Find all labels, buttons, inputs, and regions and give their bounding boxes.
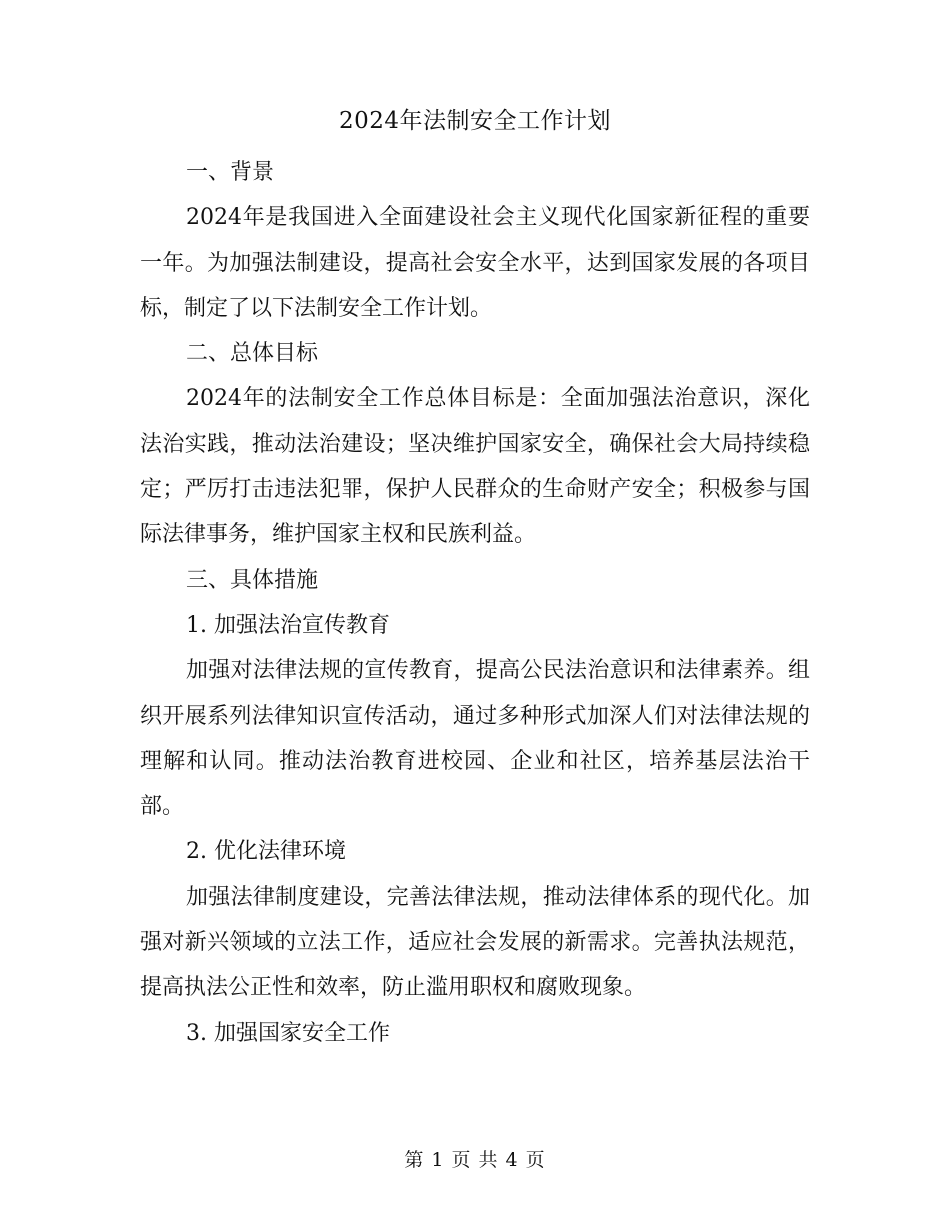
paragraph-overall-goals: 2024年的法制安全工作总体目标是：全面加强法治意识，深化法治实践，推动法治建设；坚决维护国家安全，确保社会大局持续稳定；严厉打击违法犯罪，保护人民群众的生命财产安全；积极参与国际法律事务，维护国家主权和民族利益。 bbox=[140, 386, 810, 548]
document-title: 2024年法制安全工作计划 bbox=[338, 108, 612, 134]
section-heading-background: 一、背景 bbox=[186, 160, 275, 185]
section-heading-measures: 三、具体措施 bbox=[186, 567, 319, 593]
subheading-national-security: 3. 加强国家安全工作 bbox=[186, 1020, 390, 1046]
subheading-legal-environment: 2. 优化法律环境 bbox=[186, 839, 346, 865]
paragraph-background: 2024年是我国进入全面建设社会主义现代化国家新征程的重要一年。为加强法制建设，提高社会安全水平，达到国家发展的各项目标，制定了以下法制安全工作计划。 bbox=[140, 205, 810, 321]
subheading-legal-education: 1. 加强法治宣传教育 bbox=[186, 612, 390, 638]
document-body bbox=[140, 150, 810, 1056]
section-heading-overall-goals: 二、总体目标 bbox=[186, 341, 319, 367]
paragraph-legal-education: 加强对法律法规的宣传教育，提高公民法治意识和法律素养。组织开展系列法律知识宣传活动，通过多种形式加深人们对法律法规的理解和认同。推动法治教育进校园、企业和社区，培养基层法治干部。 bbox=[140, 658, 810, 820]
paragraph-legal-environment: 加强法律制度建设，完善法律法规，推动法律体系的现代化。加强对新兴领域的立法工作，适应社会发展的新需求。完善执法规范，提高执法公正性和效率，防止滥用职权和腐败现象。 bbox=[140, 884, 810, 1001]
page-footer: 第 1 页 共 4 页 bbox=[404, 1149, 546, 1171]
